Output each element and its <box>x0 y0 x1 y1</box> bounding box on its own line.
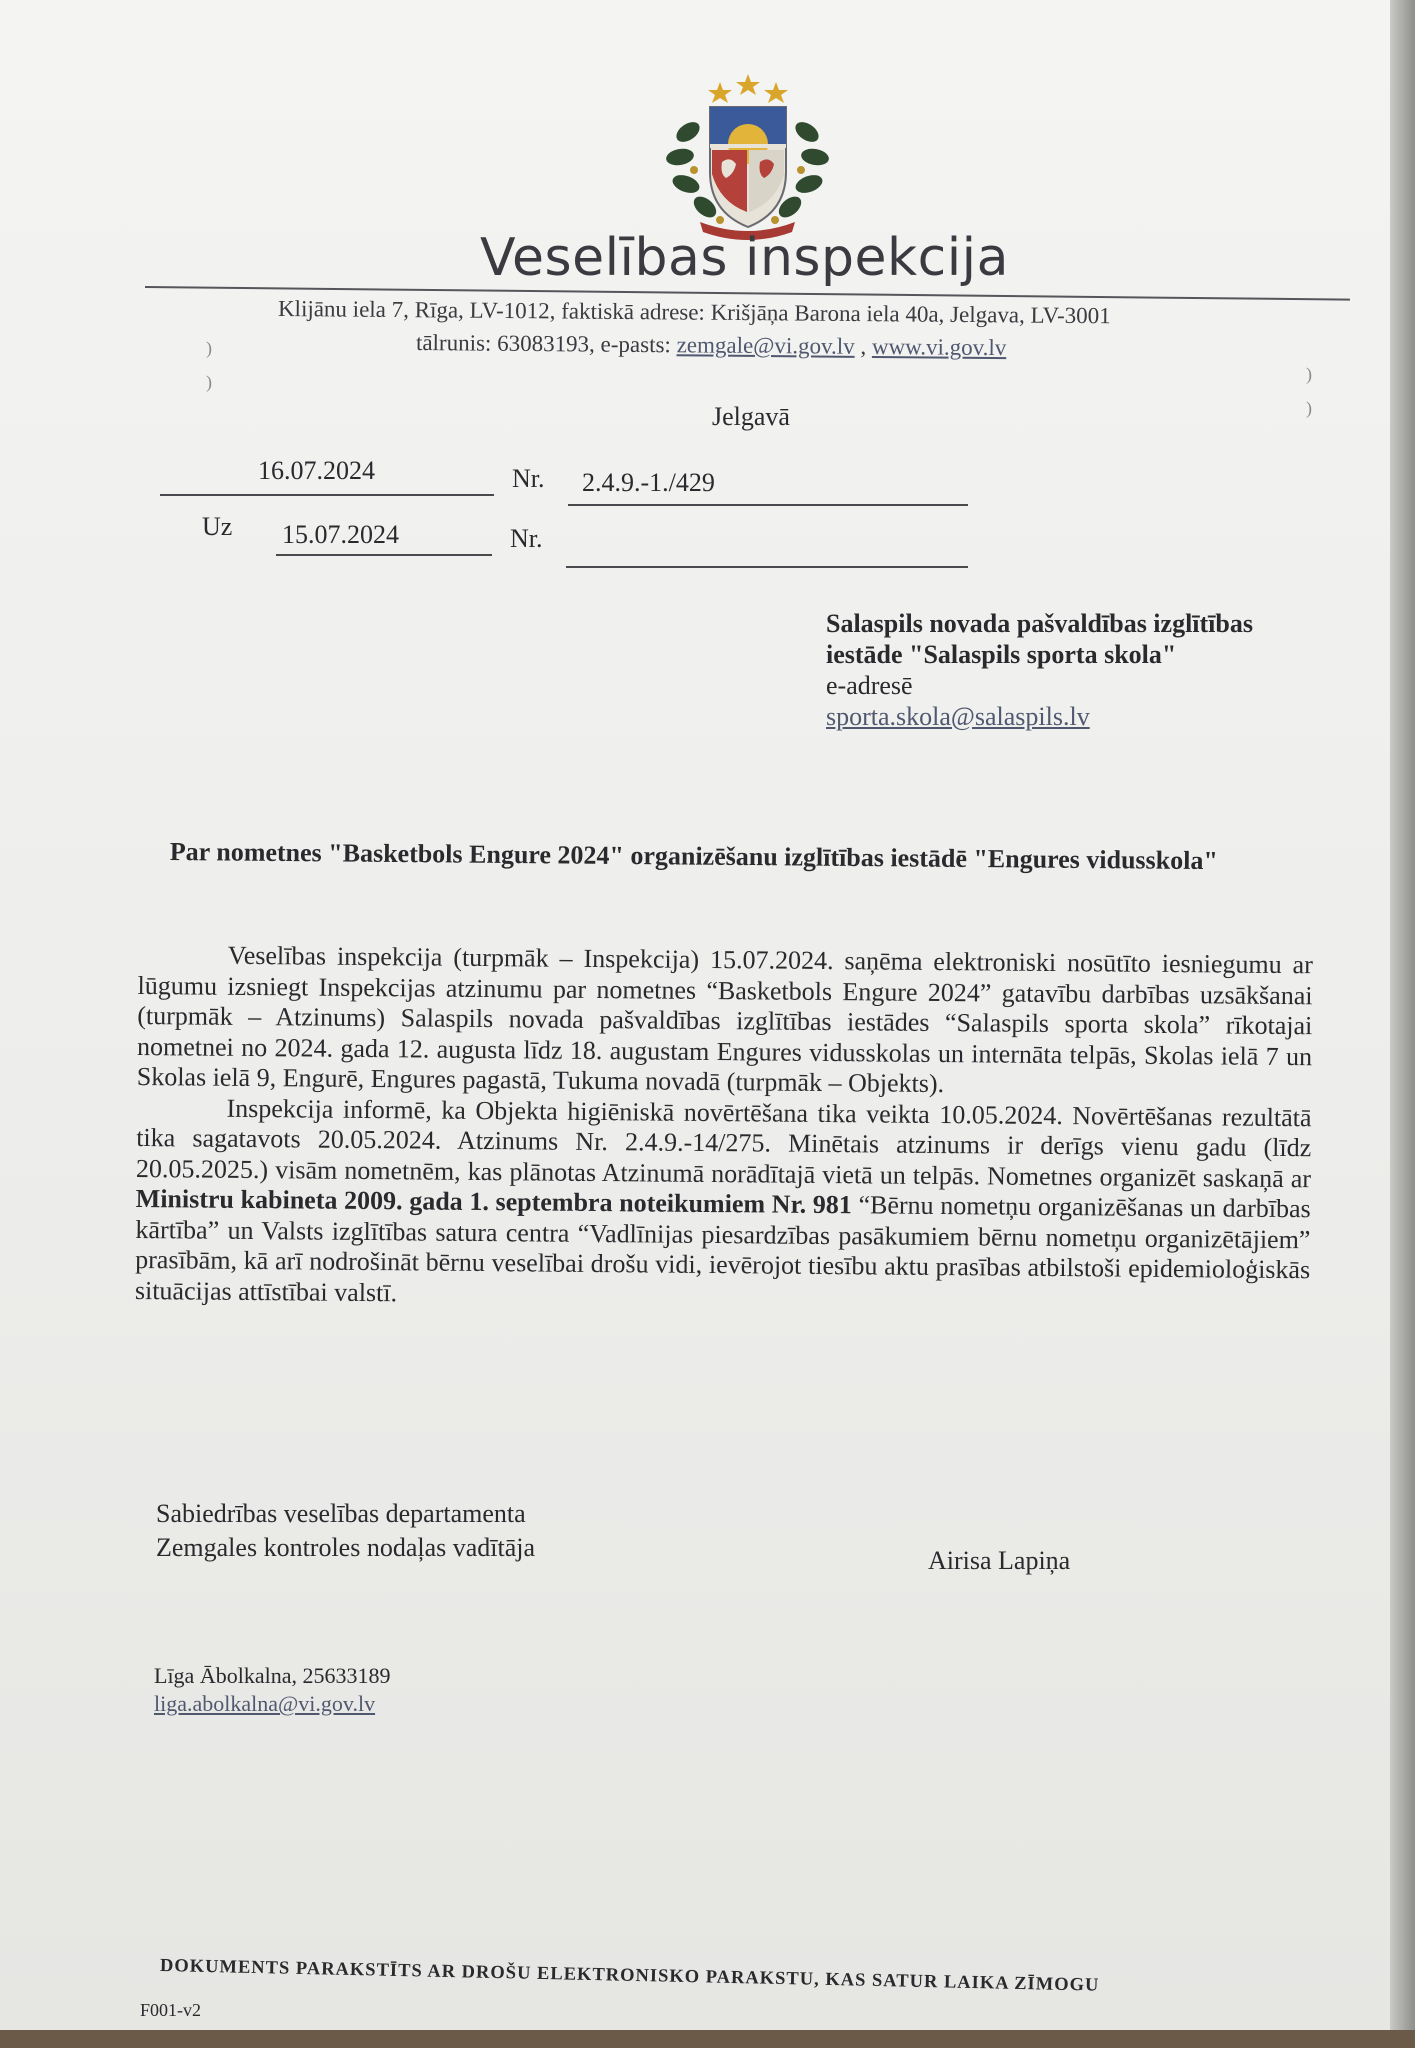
regulation-reference: Ministru kabineta 2009. gada 1. septembra noteikumiem Nr. 981 <box>135 1183 852 1220</box>
address-line: Klijānu iela 7, Rīga, LV-1012, faktiskā adrese: Krišjāņa Barona iela 40a, Jelgava, LV-3001 <box>277 296 1111 329</box>
recipient-block <box>826 608 1296 732</box>
date-fill-line <box>160 494 494 496</box>
paragraph-text: Inspekcija informē, ka Objekta higiēniskā novērtēšana tika veikta 10.05.2024. Novērtēšanas rezultātā tika sagatavots 20.05.2024. Atzinums Nr. 2.4.9.-14/275. Minētais atzinums ir derīgs vienu gadu (līdz 20.05.2025.) visām nometnēm, kas plānotas Atzinumā norādītajā vietā un telpās. Nometnes organizēt saskaņā ar <box>135 1093 1312 1193</box>
reply-to-date: 15.07.2024 <box>282 520 399 549</box>
paragraph-text: “Bērnu nometņu organizēšanas un darbības kārtība” un Valsts izglītības satura centra “Vadlīnijas piesardzības pasākumiem bērnu nometņu organizētājiem” prasībām, kā arī nodrošināt bērnu veselībai drošu vidi, ievērojot tiesību aktu prasības atbilstoši epidemioloģiskās situācijas attīstībai valstī. <box>134 1190 1311 1307</box>
unit-title: Zemgales kontroles nodaļas vadītāja <box>156 1533 536 1562</box>
place-of-issue: Jelgavā <box>712 402 790 431</box>
signatory-title <box>156 1497 535 1565</box>
uz-label: Uz <box>202 512 233 541</box>
number-fill-line <box>568 504 968 506</box>
phone-label: tālrunis: 63083193, e-pasts: <box>415 330 671 358</box>
recipient-name: Salaspils novada pašvaldības izglītības iestāde "Salaspils sporta skola" <box>826 609 1253 669</box>
nr-label: Nr. <box>512 464 545 493</box>
recipient-email-link[interactable]: sporta.skola@salaspils.lv <box>826 702 1090 731</box>
document-number: 2.4.9.-1./429 <box>582 468 715 497</box>
letter-subject: Par nometnes "Basketbols Engure 2024" organizēšanu izglītības iestādē "Engures vidusskola" <box>169 836 1218 876</box>
website-link[interactable]: www.vi.gov.lv <box>871 333 1007 361</box>
letter-body <box>135 940 1313 1316</box>
contact-email-link[interactable]: liga.abolkalna@vi.gov.lv <box>154 1691 376 1716</box>
agency-name: Veselības inspekcija <box>480 228 1009 288</box>
body-paragraph: Veselības inspekcija (turpmāk – Inspekcija) 15.07.2024. saņēma elektroniski nosūtīto iesniegumu ar lūgumu izsniegt Inspekcijas atzinumu par nometnes “Basketbols Engure 2024” gatavību darbības uzsākšanai (turpmāk – Atzinums) Salaspils novada pašvaldības izglītības iestādes “Salaspils sporta skola” rīkotajai nometnei no 2024. gada 12. augusta līdz 18. augustam Engures vidusskolas un internāta telpās, Skolas ielā 7 un Skolas ielā 9, Engurē, Engures pagastā, Tukuma novadā (turpmāk – Objekts). <box>136 940 1313 1099</box>
margin-mark: ) <box>206 372 212 392</box>
body-paragraph <box>135 1092 1312 1316</box>
reply-date-fill-line <box>276 554 492 556</box>
e-signature-note: DOKUMENTS PARAKSTĪTS AR DROŠU ELEKTRONISKO PARAKSTU, KAS SATUR LAIKA ZĪMOGU <box>159 1956 1100 1996</box>
margin-mark: ) <box>1306 398 1312 418</box>
background-surface <box>0 2030 1415 2048</box>
document-date: 16.07.2024 <box>258 456 375 485</box>
recipient-address-label: e-adresē <box>826 671 913 700</box>
reply-number-fill-line <box>566 566 968 568</box>
contact-person <box>154 1662 390 1718</box>
coat-of-arms-logo <box>660 62 835 242</box>
contact-line <box>416 330 1007 361</box>
department-name: Sabiedrības veselības departamenta <box>156 1499 526 1528</box>
background-edge <box>1390 0 1415 2048</box>
contact-name-phone: Līga Ābolkalna, 25633189 <box>154 1663 391 1688</box>
signer-name: Airisa Lapiņa <box>928 1546 1071 1575</box>
margin-mark: ) <box>1306 364 1312 384</box>
uz-nr-label: Nr. <box>510 524 543 553</box>
link-separator: , <box>860 333 867 359</box>
agency-email-link[interactable]: zemgale@vi.gov.lv <box>676 332 855 359</box>
form-code: F001-v2 <box>140 2000 202 2020</box>
margin-mark: ) <box>206 338 212 358</box>
